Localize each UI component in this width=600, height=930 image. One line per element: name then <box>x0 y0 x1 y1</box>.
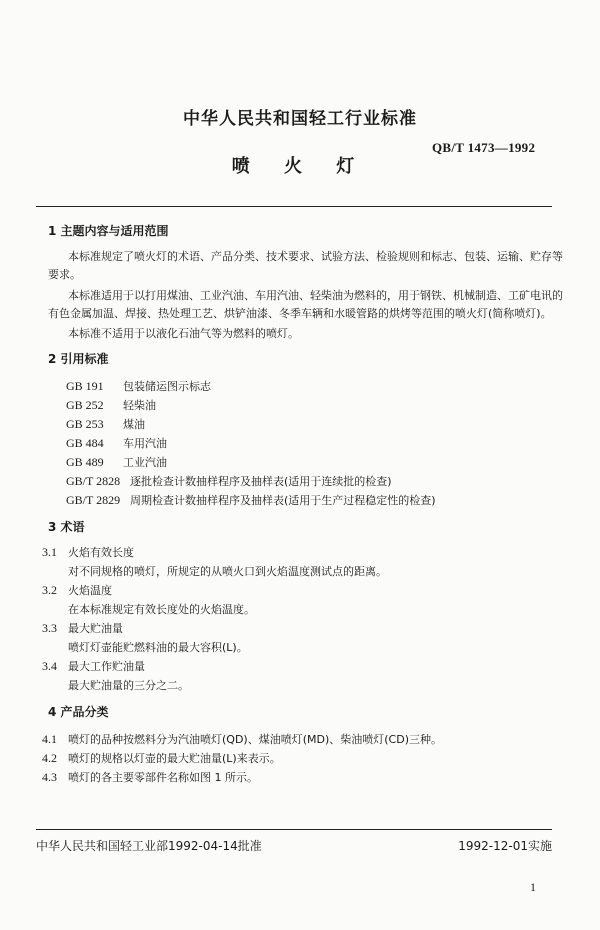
clause-number: 4.2 <box>42 751 57 765</box>
section-1-para-3: 本标准不适用于以液化石油气等为燃料的喷灯。 <box>68 327 299 340</box>
reference-name: 周期检查计数抽样程序及抽样表(适用于生产过程稳定性的检查) <box>130 494 436 507</box>
reference-code: GB 253 <box>66 417 104 431</box>
page-number: 1 <box>530 880 536 894</box>
section-1-para-2-line-1: 本标准适用于以打用煤油、工业汽油、车用汽油、轻柴油为燃料的，用于钢铁、机械制造、工矿电讯的 <box>68 289 563 302</box>
reference-code: GB 484 <box>66 436 104 450</box>
clause-text: 喷灯的各主要零部件名称如图 1 所示。 <box>68 771 258 784</box>
term-3-3-definition: 喷灯灯壶能贮燃料油的最大容积(L)。 <box>68 641 248 654</box>
classification-4-1 <box>42 731 442 747</box>
term-name: 最大贮油量 <box>68 622 123 635</box>
standard-code: QB/T 1473—1992 <box>432 140 536 155</box>
reference-name: 煤油 <box>123 418 145 431</box>
term-number: 3.3 <box>42 621 57 635</box>
section-1-para-2-line-2: 有色金属加温、焊接、热处理工艺、烘铲油漆、冬季车辆和水暖管路的烘烤等范围的喷火灯(简称喷灯)。 <box>48 307 552 320</box>
term-3-1-definition: 对不同规格的喷灯，所规定的从喷火口到火焰温度测试点的距离。 <box>68 565 387 578</box>
section-1-para-1-line-1: 本标准规定了喷火灯的术语、产品分类、技术要求、试验方法、检验规则和标志、包装、运输、贮存等 <box>68 250 563 263</box>
reference-name: 工业汽油 <box>123 456 167 469</box>
reference-code: GB/T 2829 <box>66 493 121 507</box>
section-1-heading: 1 主题内容与适用范围 <box>48 224 169 238</box>
term-3-2-definition: 在本标准规定有效长度处的火焰温度。 <box>68 603 255 616</box>
clause-number: 4.3 <box>42 770 57 784</box>
effective-date: 1992-12-01实施 <box>458 839 552 853</box>
reference-name: 轻柴油 <box>123 399 156 412</box>
reference-gb484 <box>66 435 167 451</box>
header-rule <box>36 206 552 207</box>
reference-gbt2828 <box>66 473 392 489</box>
term-name: 火焰温度 <box>68 584 112 597</box>
term-name: 火焰有效长度 <box>68 546 134 559</box>
reference-name: 逐批检查计数抽样程序及抽样表(适用于连续批的检查) <box>130 475 392 488</box>
reference-gbt2829 <box>66 492 436 508</box>
term-number: 3.2 <box>42 583 57 597</box>
term-number: 3.4 <box>42 659 57 673</box>
classification-4-3 <box>42 769 258 785</box>
section-1-para-1-line-2: 要求。 <box>48 268 81 281</box>
reference-name: 车用汽油 <box>123 437 167 450</box>
section-2-heading: 2 引用标准 <box>48 352 109 366</box>
clause-text: 喷灯的规格以灯壶的最大贮油量(L)来表示。 <box>68 752 281 765</box>
term-3-4 <box>42 658 145 674</box>
reference-code: GB 191 <box>66 379 104 393</box>
term-3-2 <box>42 582 112 598</box>
reference-gb191 <box>66 378 211 394</box>
term-3-4-definition: 最大贮油量的三分之二。 <box>68 679 189 692</box>
reference-gb253 <box>66 416 145 432</box>
issuing-authority: 中华人民共和国轻工行业标准 <box>183 109 417 129</box>
term-3-3 <box>42 620 123 636</box>
footer-rule <box>36 829 552 830</box>
reference-code: GB/T 2828 <box>66 474 121 488</box>
clause-text: 喷灯的品种按燃料分为汽油喷灯(QD)、煤油喷灯(MD)、柴油喷灯(CD)三种。 <box>68 733 442 746</box>
document-title: 喷 火 灯 <box>231 156 369 177</box>
clause-number: 4.1 <box>42 732 57 746</box>
term-3-1 <box>42 544 134 560</box>
section-3-heading: 3 术语 <box>48 520 85 534</box>
reference-gb489 <box>66 454 167 470</box>
reference-name: 包装储运图示标志 <box>123 380 211 393</box>
classification-4-2 <box>42 750 281 766</box>
approval-line: 中华人民共和国轻工业部1992-04-14批准 <box>36 839 262 853</box>
reference-code: GB 252 <box>66 398 104 412</box>
reference-gb252 <box>66 397 156 413</box>
term-name: 最大工作贮油量 <box>68 660 145 673</box>
section-4-heading: 4 产品分类 <box>48 705 109 719</box>
term-number: 3.1 <box>42 545 57 559</box>
reference-code: GB 489 <box>66 455 104 469</box>
